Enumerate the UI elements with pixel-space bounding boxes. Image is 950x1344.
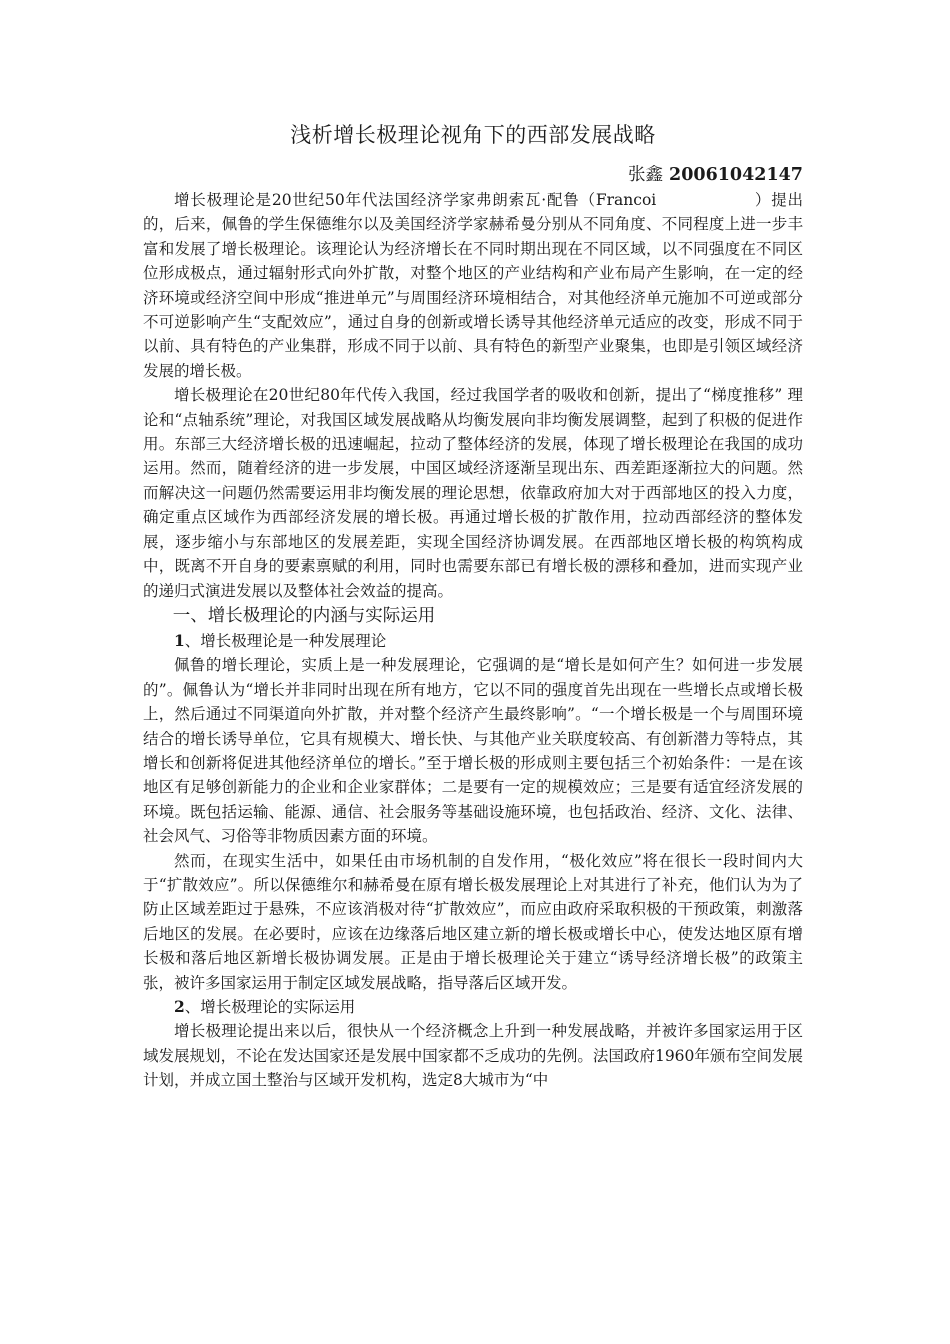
body-paragraph: 增长极理论提出来以后，很快从一个经济概念上升到一种发展战略，并被许多国家运用于区域发展规划，不论在发达国家还是发展中国家都不乏成功的先例。法国政府1960年颁布空间发展计划，并成立国土整治与区域开发机构，选定8大城市为“中 <box>143 1022 803 1090</box>
subsection-title: 、增长极理论是一种发展理论 <box>184 631 387 650</box>
body-paragraph: 增长极理论在20世纪80年代传入我国，经过我国学者的吸收和创新，提出了“梯度推移” 理论和“点轴系统”理论，对我国区域发展战略从均衡发展向非均衡发展调整，起到了积极的促进作用。东部三大经济增长极的迅速崛起，拉动了整体经济的发展，体现了增长极理论在我国的成功运用。然而，随着经济的进一步发展，中国区域经济逐渐呈现出东、西差距逐渐拉大的问题。然而解决这一问题仍然需要运用非均衡发展的理论思想，依靠政府加大对于西部地区的投入力度，确定重点区域作为西部经济发展的增长极。再通过增长极的扩散作用，拉动西部经济的整体发展，逐步缩小与东部地区的发展差距，实现全国经济协调发展。在西部地区增长极的构筑构成中，既离不开自身的要素禀赋的利用，同时也需要东部已有增长极的漂移和叠加，进而实现产业的递归式演进发展以及整体社会效益的提高。 <box>143 386 803 600</box>
document-page <box>143 118 803 1093</box>
subsection-heading <box>143 629 803 653</box>
body-paragraph: 然而，在现实生活中，如果任由市场机制的自发作用，“极化效应”将在很长一段时间内大于“扩散效应”。所以保德维尔和赫希曼在原有增长极发展理论上对其进行了补充，他们认为为了防止区域差距过于悬殊，不应该消极对待“扩散效应”，而应由政府采取积极的干预政策，刺激落后地区的发展。在必要时，应该在边缘落后地区建立新的增长极或增长中心，使发达地区原有增长极和落后地区新增长极协调发展。正是由于增长极理论关于建立“诱导经济增长极”的政策主张，被许多国家运用于制定区域发展战略，指导落后区域开发。 <box>143 851 803 992</box>
subsection-number: 1 <box>174 630 185 650</box>
subsection-title: 、增长极理论的实际运用 <box>184 998 356 1016</box>
author-student-id: 20061042147 <box>669 165 803 185</box>
subsection-heading <box>143 995 803 1019</box>
body-paragraph: 增长极理论是20世纪50年代法国经济学家弗朗索瓦·配鲁（Francoi ）提出的，后来，佩鲁的学生保德维尔以及美国经济学家赫希曼分别从不同角度、不同程度上进一步丰富和发展了增长极理论。该理论认为经济增长在不同时期出现在不同区域，以不同强度在不同区位形成极点，通过辐射形式向外扩散，对整个地区的产业结构和产业布局产生影响，在一定的经济环境或经济空间中形成“推进单元”与周围经济环境相结合，对其他经济单元施加不可逆或部分不可逆影响产生“支配效应”，通过自身的创新或增长诱导其他经济单元适应的改变，形成不同于以前、具有特色的产业集群，形成不同于以前、具有特色的新型产业聚集，也即是引领区域经济发展的增长极。 <box>143 191 803 380</box>
document-title: 浅析增长极理论视角下的西部发展战略 <box>290 123 656 147</box>
author-name: 张鑫 <box>628 165 664 185</box>
author-line <box>143 162 803 188</box>
section-heading: 一、增长极理论的内涵与实际运用 <box>172 605 436 626</box>
body-paragraph: 佩鲁的增长理论，实质上是一种发展理论，它强调的是“增长是如何产生？如何进一步发展的”。佩鲁认为“增长并非同时出现在所有地方，它以不同的强度首先出现在一些增长点或增长极上，然后通过不同渠道向外扩散，并对整个经济产生最终影响”。“一个增长极是一个与周围环境结合的增长诱导单位，它具有规模大、增长快、与其他产业关联度较高、有创新潜力等特点，其增长和创新将促进其他经济单位的增长。”至于增长极的形成则主要包括三个初始条件：一是在该地区有足够创新能力的企业和企业家群体；二是要有一定的规模效应；三是要有适宜经济发展的环境。既包括运输、能源、通信、社会服务等基础设施环境，也包括政治、经济、文化、法律、社会风气、习俗等非物质因素方面的环境。 <box>143 656 803 846</box>
subsection-number: 2 <box>174 997 185 1016</box>
